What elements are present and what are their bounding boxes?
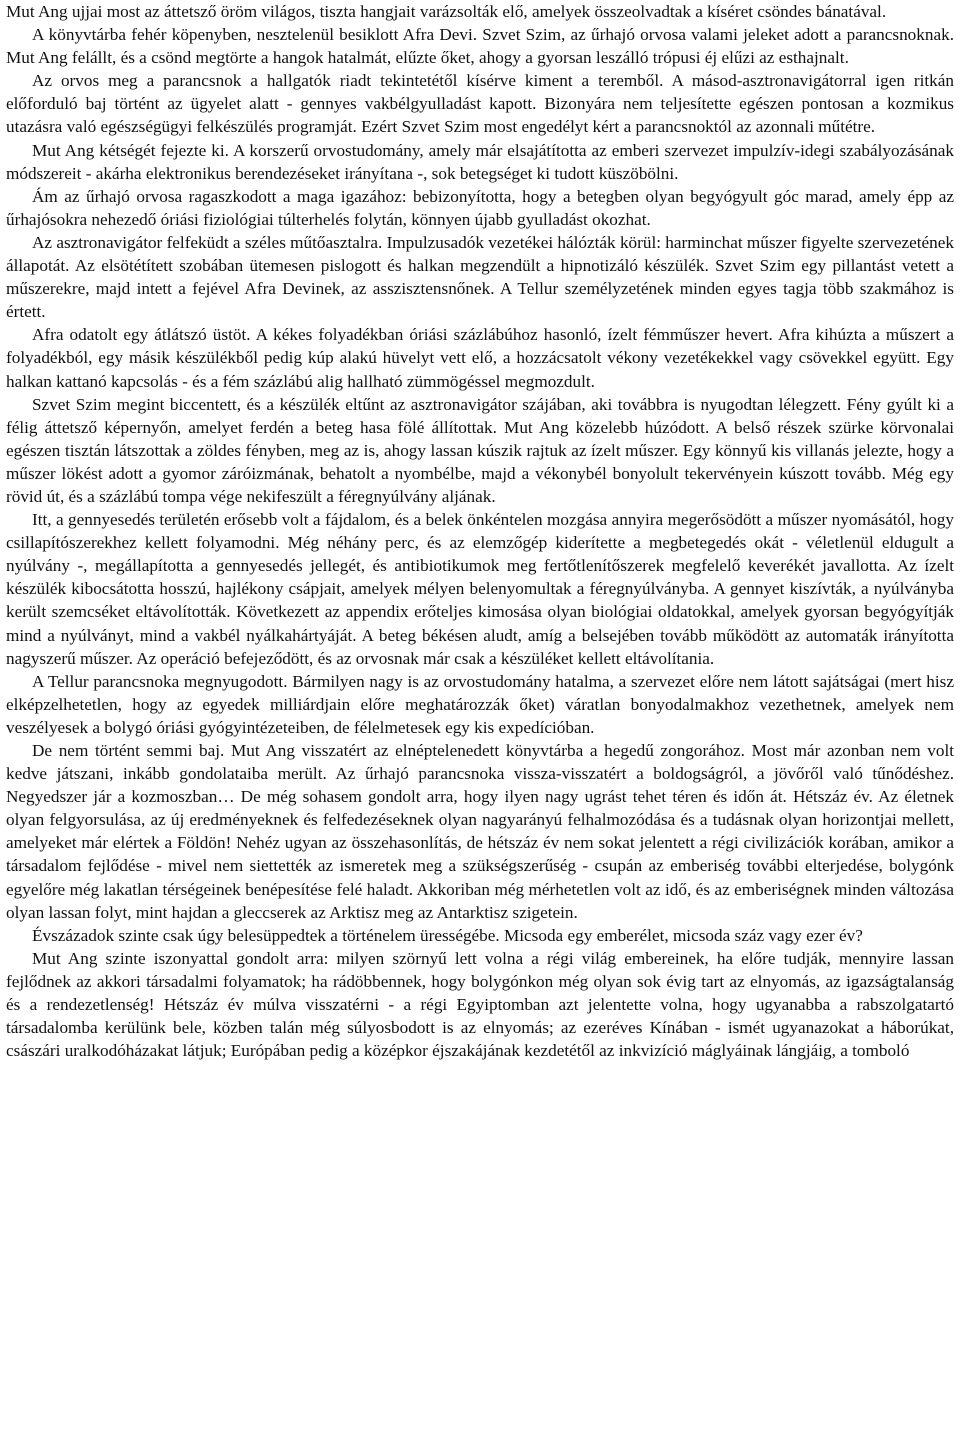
paragraph: A Tellur parancsnoka megnyugodott. Bármilyen nagy is az orvostudomány hatalma, a szervezet előre nem látott sajátságai (mert hisz elképzelhetetlen, hogy az egyedek milliárdjain előre meghatározzák őket) váratlan bonyodalmakhoz vezethetnek, amelyek nem veszélyesek a bolygó óriási gyógyintézeteiben, de félelmetesek egy kis expedícióban. [6, 671, 954, 737]
paragraph: Évszázadok szinte csak úgy belesüppedtek a történelem ürességébe. Micsoda egy emberélet, micsoda száz vagy ezer év? [32, 925, 863, 945]
paragraph: Szvet Szim megint biccentett, és a készülék eltűnt az asztronavigátor szájában, aki továbbra is nyugodtan lélegzett. Fény gyúlt ki a félig áttetsző képernyőn, amelyet ferdén a beteg hasa fölé állítottak. Mut Ang közelebb húzódott. A belső részek szürke körvonalai egészen tisztán látszottak a zöldes fényben, meg az is, ahogy lassan kúszik rajtuk az ízelt műszer. Egy könnyű kis villanás jelezte, hogy a műszer lökést adott a gyomor záróizmának, behatolt a nyombélbe, majd a vékonybél bonyolult tekervényein kúszott tovább. Még egy rövid út, és a százlábú tompa vége nekifeszült a féregnyúlvány aljának. [6, 394, 954, 506]
paragraph: Afra odatolt egy átlátszó üstöt. A kékes folyadékban óriási százlábúhoz hasonló, ízelt fémműszer hevert. Afra kihúzta a műszert a folyadékból, egy másik készülékből pedig kúp alakú hüvelyt vett elő, a hozzácsatolt vékony vezetékekkel vagy csövekkel együtt. Egy halkan kattanó kapcsolás - és a fém százlábú alig hallható zümmögéssel megmozdult. [6, 325, 954, 391]
document-page [6, 0, 954, 1062]
paragraph: Mut Ang ujjai most az áttetsző öröm világos, tiszta hangjait varázsolták elő, amelyek összeolvadtak a kíséret csöndes bánatával. [6, 2, 887, 21]
paragraph: Itt, a gennyesedés területén erősebb volt a fájdalom, és a belek önkéntelen mozgása annyira megerősödött a műszer nyomásától, hogy csillapítószerekhez kellett folyamodni. Még néhány perc, és az elemzőgép kiderítette a megbetegedés okát - véletlenül eldugult a nyúlvány -, megállapította a gennyesedés jellegét, és antibiotikumok meg fertőtlenítőszerek megfelelő keverékét javallotta. Az ízelt készülék kibocsátotta hosszú, hajlékony csápjait, amelyek mélyen belenyomultak a féregnyúlványba. A gennyet kiszívták, a nyúlványba került szemcséket eltávolították. Következett az appendix erőteljes kimosása olyan biológiai oldatokkal, amelyek gyorsan begyógyítják mind a nyúlványt, mind a vakbél nyálkahártyáját. A beteg békésen aludt, amíg a belsejében tovább működött az automaták irányította nagyszerű műszer. Az operáció befejeződött, és az orvosnak már csak a készüléket kellett eltávolítania. [6, 510, 954, 668]
paragraph: Az orvos meg a parancsnok a hallgatók riadt tekintetétől kísérve kiment a teremből. A másod-asztronavigátorral igen ritkán előforduló baj történt az ügyelet alatt - gennyes vakbélgyulladást kapott. Bizonyára nem teljesítette egészen pontosan a kozmikus utazásra való egészségügyi felkészülés programját. Ezért Szvet Szim most engedélyt kért a parancsnoktól az azonnali műtétre. [6, 71, 954, 137]
paragraph: Ám az űrhajó orvosa ragaszkodott a maga igazához: bebizonyította, hogy a betegben olyan begyógyult góc marad, amely épp az űrhajósokra nehezedő óriási fiziológiai túlterhelés folytán, könnyen újabb gyulladást okozhat. [6, 186, 954, 229]
paragraph: Az asztronavigátor felfeküdt a széles műtőasztalra. Impulzusadók vezetékei hálózták körül: harminchat műszer figyelte szervezetének állapotát. Az elsötétített szobában ütemesen pislogott és halkan megzendült a hipnotizáló készülék. Szvet Szim egy pillantást vetett a műszerekre, majd intett a fejével Afra Devinek, az asszisztensnőnek. A Tellur személyzetének minden egyes tagja több szakmához is értett. [6, 232, 954, 322]
paragraph: A könyvtárba fehér köpenyben, nesztelenül besiklott Afra Devi. Szvet Szim, az űrhajó orvosa valami jeleket adott a parancsnoknak. Mut Ang felállt, és a csönd megtörte a hangok hatalmát, elűzte őket, ahogy a gyorsan leszálló trópusi éj elűzi az esthajnalt. [6, 25, 954, 68]
paragraph: De nem történt semmi baj. Mut Ang visszatért az elnéptelenedett könyvtárba a hegedű zongorához. Most már azonban nem volt kedve játszani, inkább gondolataiba merült. Az űrhajó parancsnoka vissza-visszatért a boldogságról, a jövőről való tűnődéshez. Negyedszer jár a kozmoszban… De még sohasem gondolt arra, hogy ilyen nagy ugrást tehet téren és időn át. Hétszáz év. Az életnek olyan felgyorsulása, az új eredményeknek és felfedezéseknek olyan nagyarányú felhalmozódása és a tudásnak olyan horizontjai mellett, amelyeket már elértek a Földön! Nehéz ugyan az összehasonlítás, de hétszáz év nem sokat jelentett a régi civilizációk korában, amikor a társadalom fejlődése - mivel nem siettették az ismeretek meg a szükségszerűség - csupán az emberiség további elterjedése, bolygónk egyelőre még lakatlan térségeinek benépesítése felé haladt. Akkoriban még mérhetetlen volt az idő, és az emberiségnek minden változása olyan lassan folyt, mint hajdan a gleccserek az Arktisz meg az Antarktisz szigetein. [6, 741, 954, 922]
paragraph: Mut Ang szinte iszonyattal gondolt arra: milyen szörnyű lett volna a régi világ embereinek, ha előre tudják, mennyire lassan fejlődnek az akkori társadalmi folyamatok; ha rádöbbennek, hogy bolygónkon még olyan sok évig tart az elnyomás, az igazságtalanság és a rendezetlenség! Hétszáz év múlva visszatérni - a régi Egyiptomban azt jelentette volna, hogy ugyanabba a rabszolgatartó társadalomba kerülünk bele, közben talán még súlyosbodott is az elnyomás; az ezeréves Kínában - ismét ugyanazokat a háborúkat, császári uralkodóházakat látjuk; Európában pedig a középkor éjszakájának kezdetétől az inkvizíció máglyáinak lángjáig, a tomboló [6, 948, 954, 1061]
paragraph: Mut Ang kétségét fejezte ki. A korszerű orvostudomány, amely már elsajátította az emberi szervezet impulzív-idegi szabályozásának módszereit - akárha elektronikus berendezéseket irányítana -, sok betegséget ki tudott küszöbölni. [6, 140, 954, 183]
